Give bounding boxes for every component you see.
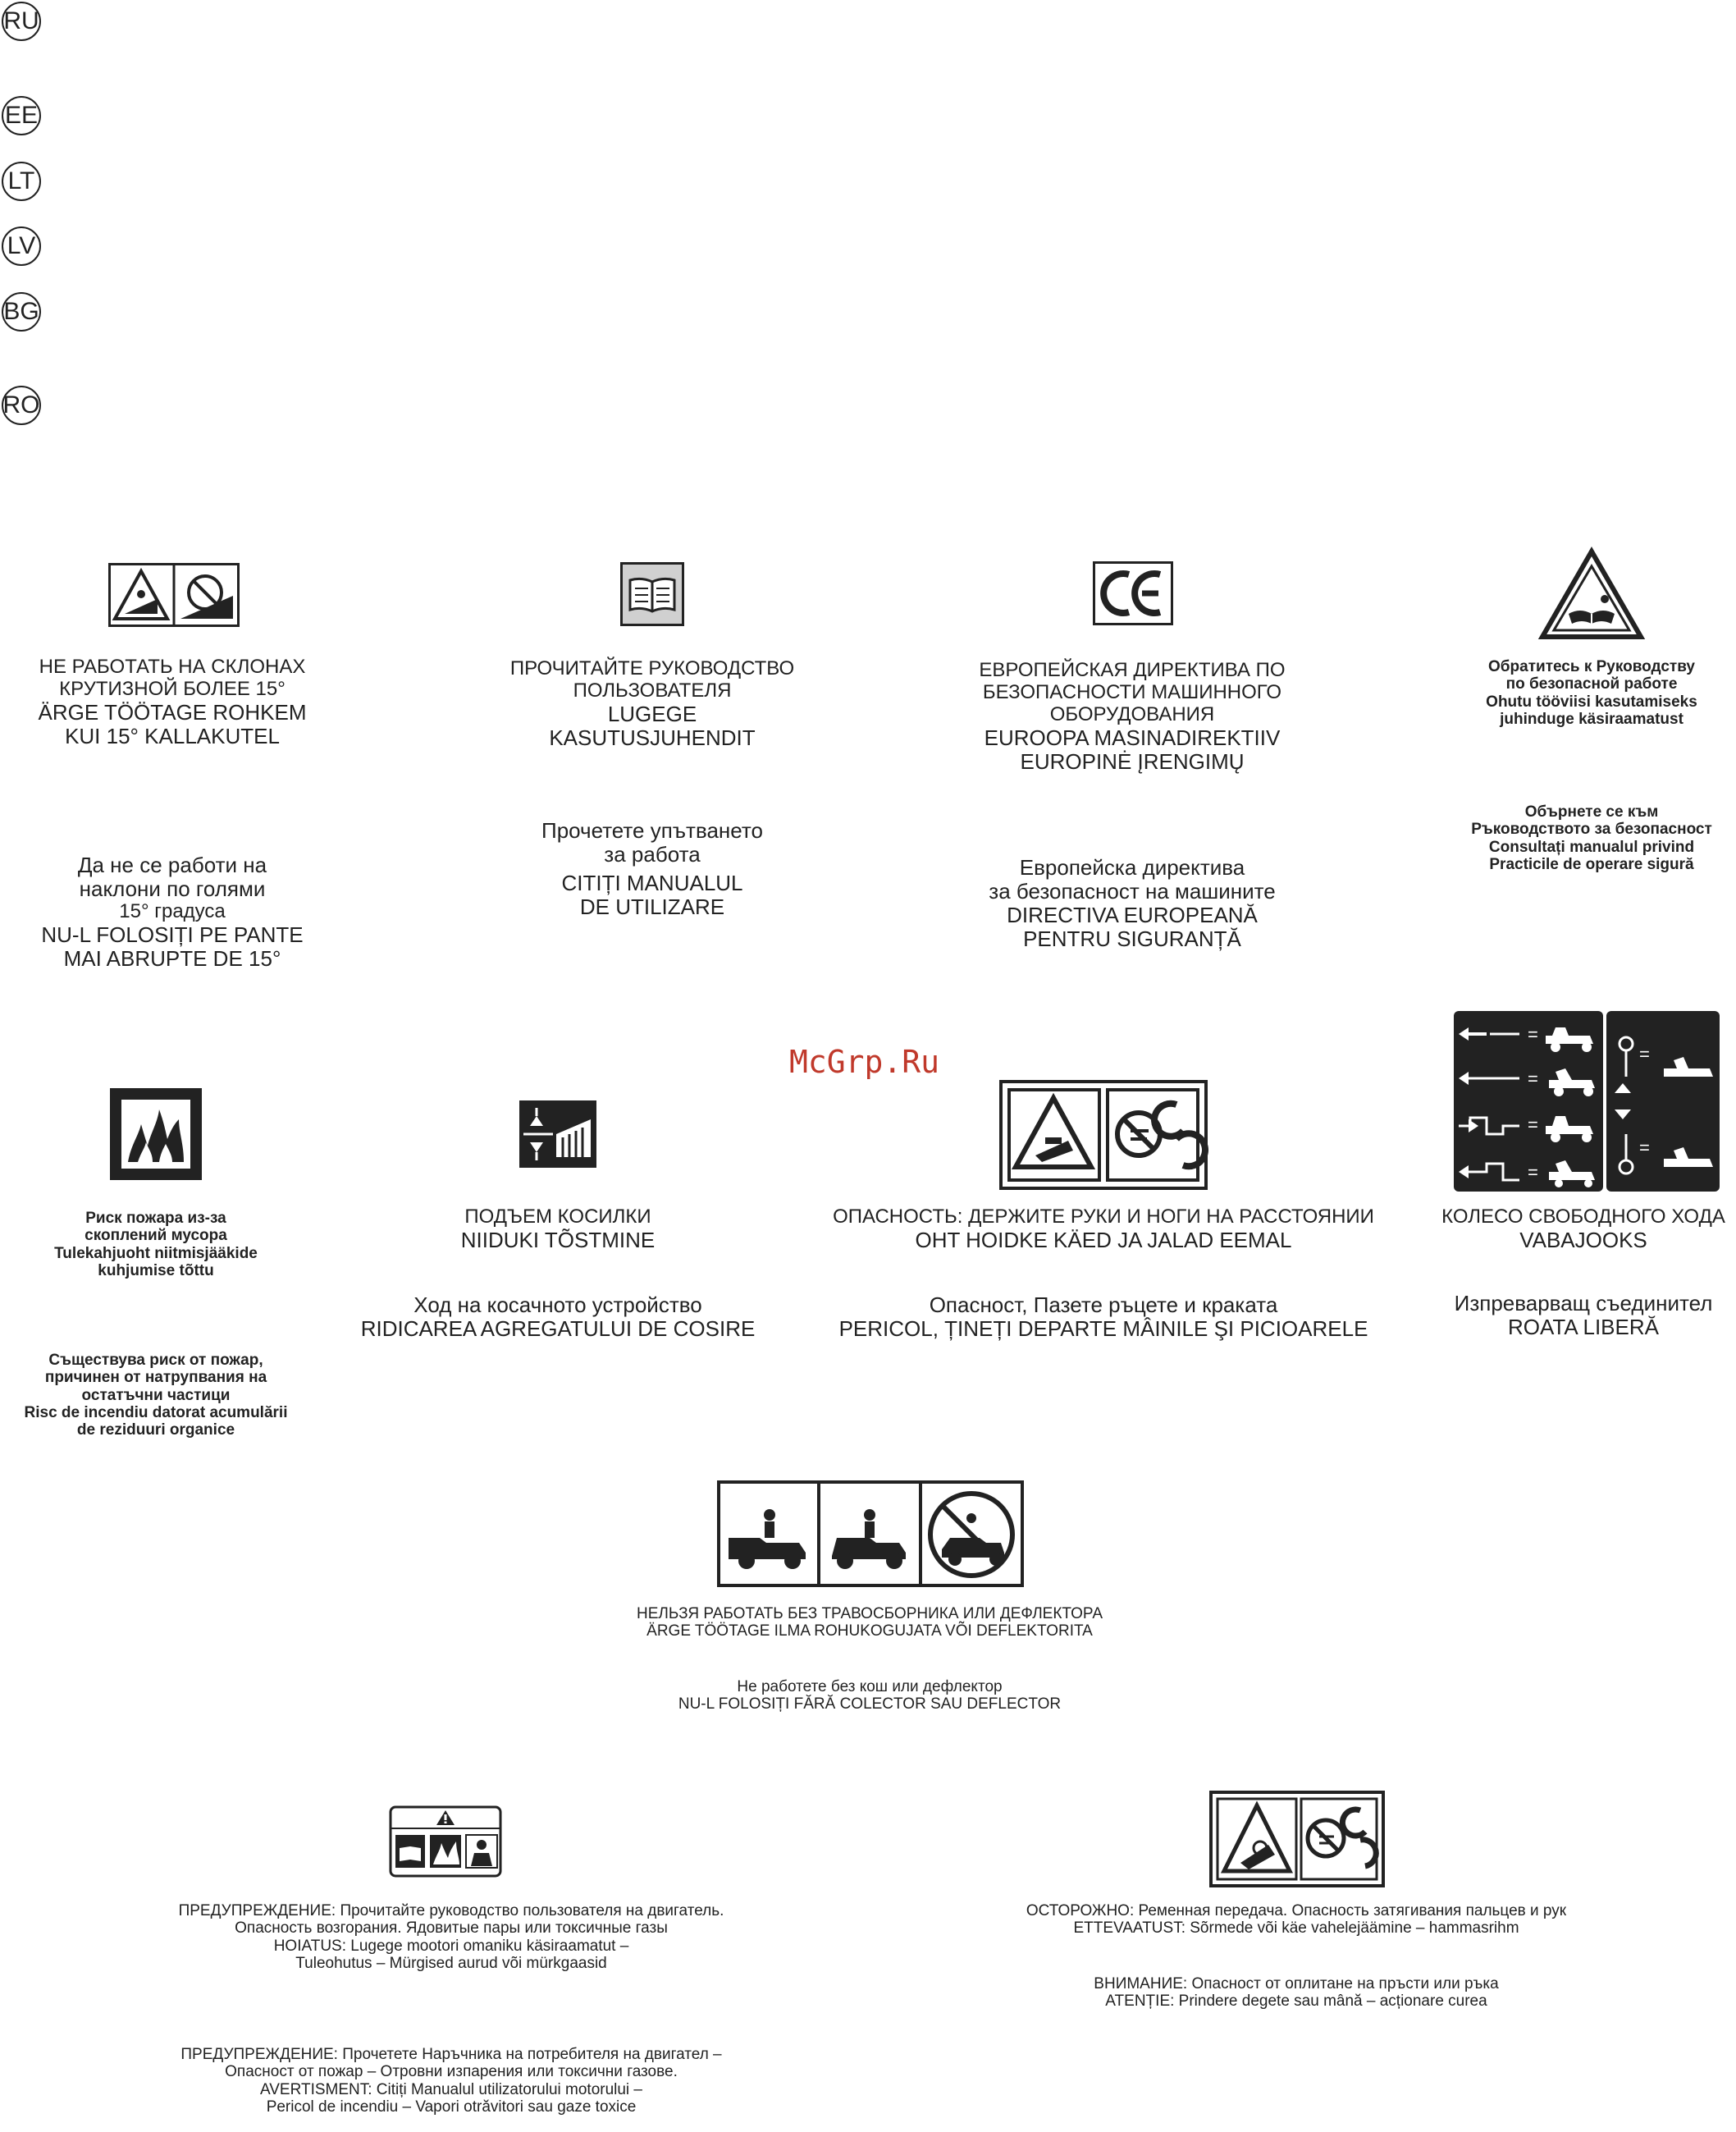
- hand-foot-danger-icon: [999, 1080, 1208, 1190]
- safety-manual-label: Обратитесь к Руководству по безопасной работе Ohutu tööviisi kasutamiseks juhinduge käsiraamatust Обърнете се към Ръководството за безопасност Consultați manualul privind Practicile de operare sigură: [1471, 658, 1712, 873]
- watermark: McGrp.Ru: [789, 1044, 940, 1080]
- lang-badge-ee: EE: [2, 96, 41, 135]
- lang-badge-lt: LT: [2, 162, 41, 201]
- svg-text:=: =: [1528, 1114, 1538, 1135]
- lang-badge-bg: BG: [2, 292, 41, 332]
- engine-label: ПРЕДУПРЕЖДЕНИЕ: Прочитайте руководство пользователя на двигатель. Опасность возгорания. Ядовитые пары или токсичные газы HOIATUS: Lugege mootori omaniku käsiraamatut – Tuleohutus – Mürgised aurud või mürkgaasid ПРЕДУПРЕЖДЕНИЕ: Прочетете Наръчника на потребителя на двигател – Опасност от пожар – Отровни изпарения или токсични газове. AVERTISMENT: Citiți Manualul utilizatorului motorului – Pericol de incendiu – Vapori otrăvitori sau gaze toxice: [178, 1902, 724, 2116]
- lang-badge-lv: LV: [2, 226, 41, 266]
- danger-label: ОПАСНОСТЬ: ДЕРЖИТЕ РУКИ И НОГИ НА РАССТОЯНИИ OHT HOIDKE KÄED JA JALAD EEMAL Опасност, Пазете ръцете и краката PERICOL, ȚINEȚI DEPARTE MÂINILE ŞI PICIOARELE: [833, 1206, 1374, 1342]
- ce-label: ЕВРОПЕЙСКАЯ ДИРЕКТИВА ПО БЕЗОПАСНОСТИ МАШИННОГО ОБОРУДОВАНИЯ EUROOPA MASINADIREKTIIV EUROPINĖ ĮRENGIMŲ Европейска директива за безопасност на машините DIRECTIVA EUROPEANĂ PENTRU SIGURANȚĂ: [979, 659, 1286, 952]
- slope-label: НЕ РАБОТАТЬ НА СКЛОНАХ КРУТИЗНОЙ БОЛЕЕ 15° ÄRGE TÖÖTAGE ROHKEM KUI 15° KALLAKUTEL Да не се работи на наклони по голями 15° градуса NU-L FOLOSIȚI PE PANTE MAI ABRUPTE DE 15°: [38, 656, 307, 972]
- manual-label: ПРОЧИТАЙТЕ РУКОВОДСТВО ПОЛЬЗОВАТЕЛЯ LUGEGE KASUTUSJUHENDIT Прочетете упътването за работа CITIȚI MANUALUL DE UTILIZARE: [509, 657, 795, 920]
- lang-badge-ro: RO: [2, 386, 41, 425]
- no-collector-icon: [717, 1480, 1024, 1587]
- lang-badge-ru: RU: [2, 2, 41, 41]
- svg-text:=: =: [1639, 1044, 1650, 1064]
- svg-text:=: =: [1639, 1137, 1650, 1158]
- ce-mark-icon: [1093, 561, 1173, 625]
- fire-label: Риск пожара из-за скоплений мусора Tulekahjuoht niitmisjääkide kuhjumise tõttu Съществува риск от пожар, причинен от натрупвания на остатъчни частици Risc de incendiu datorat acumulării de reziduuri organice: [24, 1210, 288, 1439]
- freewheel-icon: [1454, 1011, 1720, 1192]
- collector-label: НЕЛЬЗЯ РАБОТАТЬ БЕЗ ТРАВОСБОРНИКА ИЛИ ДЕФЛЕКТОРА ÄRGE TÖÖTAGE ILMA ROHUKOGUJATA VÕI DEFLEKTORITA Не работете без кош или дефлектор NU-L FOLOSIȚI FĂRĂ COLECTOR SAU DEFLECTOR: [636, 1605, 1103, 1713]
- mower-lift-icon: [519, 1100, 597, 1169]
- svg-text:=: =: [1528, 1024, 1538, 1045]
- svg-text:=: =: [1528, 1068, 1538, 1089]
- belt-drive-warning-icon: [1209, 1791, 1385, 1887]
- read-manual-icon: [620, 562, 684, 626]
- fire-hazard-icon: [108, 1087, 203, 1182]
- safety-manual-warning-icon: [1539, 548, 1644, 640]
- lift-label: ПОДЪЕМ КОСИЛКИ NIIDUKI TÕSTMINE Ход на косачното устройство RIDICAREA AGREGATULUI DE COSIRE: [360, 1206, 756, 1342]
- svg-text:=: =: [1528, 1162, 1538, 1183]
- freewheel-label: КОЛЕСО СВОБОДНОГО ХОДА VABAJOOKS Изпреварващ съединител ROATA LIBERĂ: [1441, 1206, 1725, 1340]
- engine-warning-icon: [389, 1805, 502, 1878]
- belt-label: ОСТОРОЖНО: Ременная передача. Опасность затягивания пальцев и рук ETTEVAATUST: Sõrmede või käe vahelejäämine – hammasrihm ВНИМАНИЕ: Опасност от оплитане на пръсти или ръка ATENȚIE: Prindere degete sau mână – acționare curea: [1026, 1902, 1567, 2010]
- slope-warning-icon: [108, 563, 240, 627]
